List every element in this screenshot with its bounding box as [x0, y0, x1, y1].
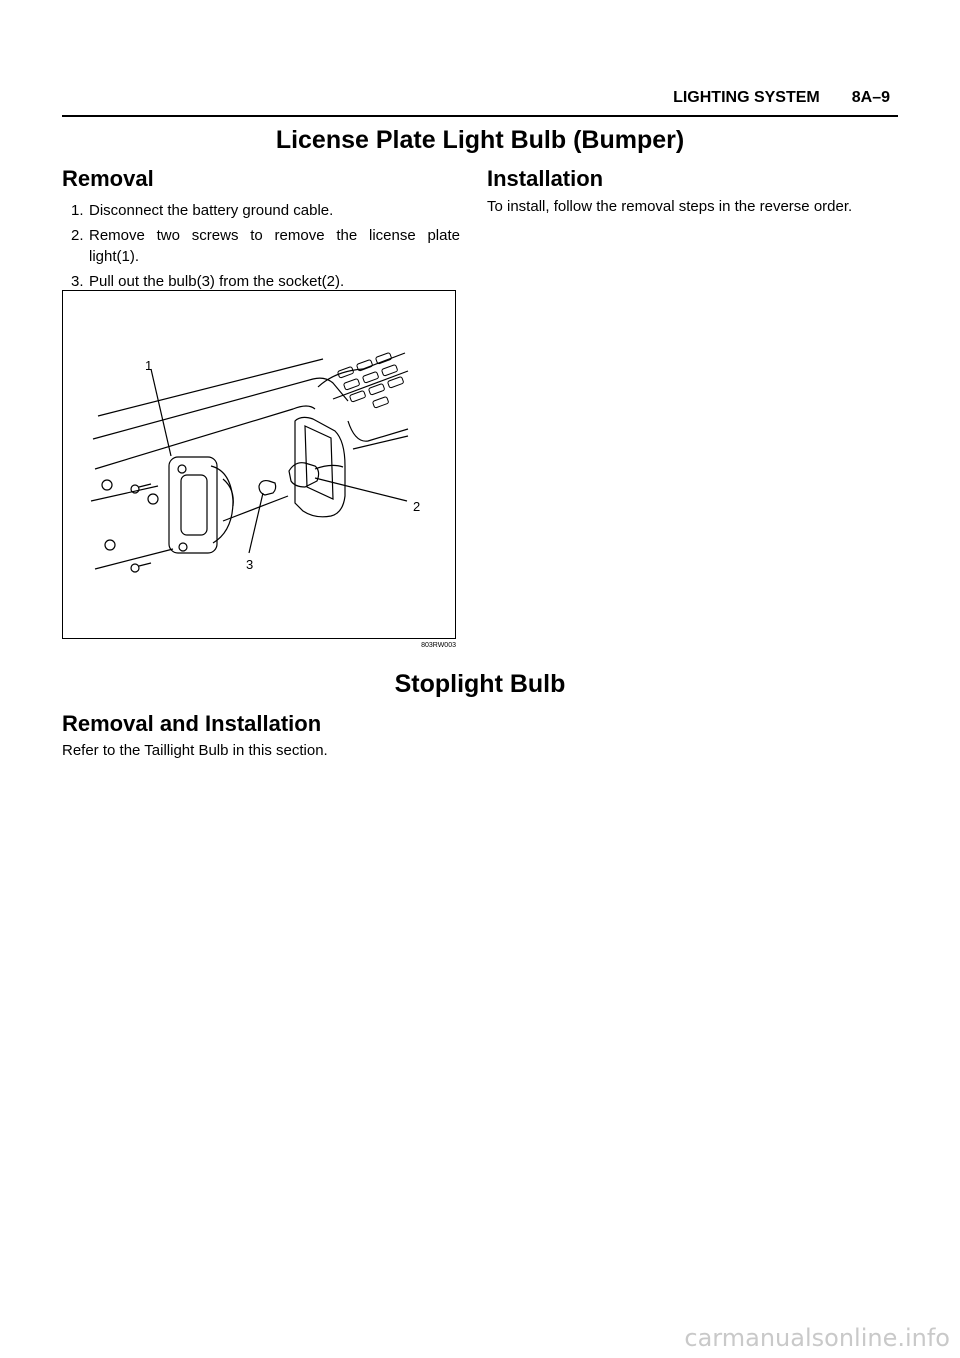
stoplight-text: Refer to the Taillight Bulb in this section.: [62, 742, 328, 759]
removal-step: [71, 271, 460, 292]
nut: [105, 540, 115, 550]
callout-2: 2: [413, 499, 421, 514]
bumper-line: [353, 436, 408, 449]
step-number: 2.: [71, 227, 84, 244]
header-page-number: 8A–9: [851, 89, 890, 106]
nut: [148, 494, 158, 504]
step-number: 3.: [71, 273, 84, 290]
step-text: Disconnect the battery ground cable.: [89, 202, 334, 219]
page-header: [673, 89, 890, 107]
lamp-housing: [169, 457, 217, 553]
removal-heading: Removal: [62, 166, 154, 191]
bumper-line: [95, 406, 315, 469]
step-text: Pull out the bulb(3) from the socket(2).: [89, 273, 345, 290]
bulb: [259, 481, 276, 495]
callout-3: 3: [246, 557, 254, 572]
header-rule: [62, 115, 898, 117]
removal-steps: [71, 200, 460, 296]
license-plate-light-illustration: [62, 290, 456, 639]
lamp-body: [211, 466, 233, 543]
screw-hole: [178, 465, 186, 473]
callout-leader-3: [249, 493, 263, 553]
removal-step: [71, 225, 460, 267]
lamp-lens: [181, 475, 207, 535]
license-plate-title: License Plate Light Bulb (Bumper): [275, 126, 685, 154]
callout-1: 1: [145, 358, 153, 373]
installation-text: To install, follow the removal steps in the reverse order.: [487, 198, 853, 215]
installation-heading: Installation: [487, 166, 604, 191]
socket-plate: [305, 426, 333, 499]
screw: [131, 563, 151, 572]
figure-code: 803RW003: [421, 642, 456, 649]
socket-wire: [315, 465, 343, 469]
bumper-line: [93, 378, 348, 439]
lamp-body: [223, 479, 233, 506]
step-text: Remove two screws to remove the license plate light(1).: [89, 227, 460, 265]
stoplight-title: Stoplight Bulb: [394, 670, 566, 698]
stoplight-heading: Removal and Installation: [62, 711, 322, 736]
watermark: carmanualsonline.info: [684, 1324, 950, 1352]
bulb-socket: [289, 463, 319, 487]
screw-hole: [179, 543, 187, 551]
header-section-title: LIGHTING SYSTEM: [673, 89, 820, 106]
callout-leader-1: [151, 369, 171, 456]
removal-step: [71, 200, 460, 221]
nut: [102, 480, 112, 490]
step-number: 1.: [71, 202, 84, 219]
bumper-line: [95, 549, 173, 569]
illustration-drawing: [63, 291, 457, 640]
